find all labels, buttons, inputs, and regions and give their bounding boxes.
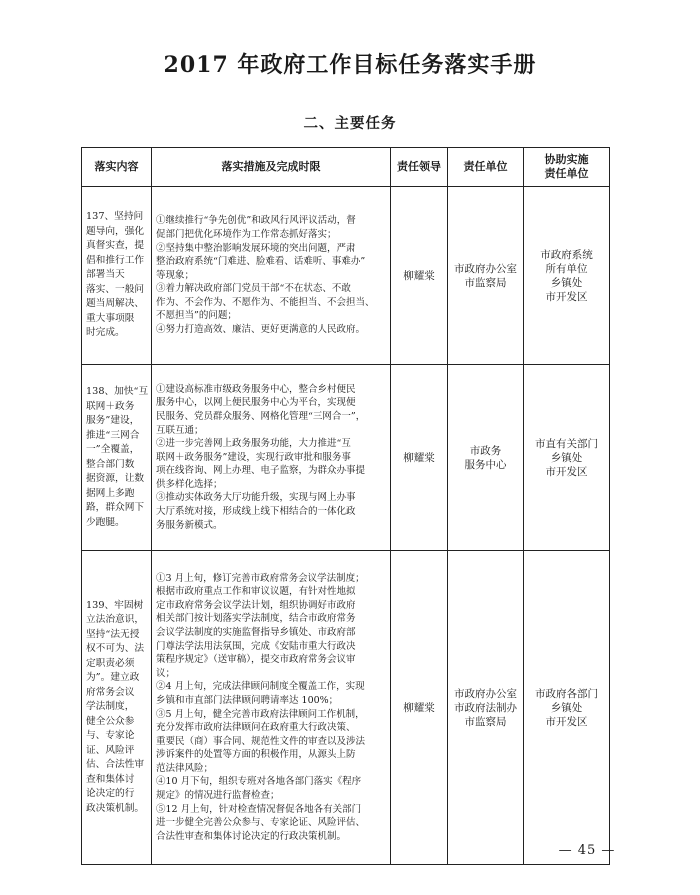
task-content-cell xyxy=(82,551,152,865)
task-measures-cell xyxy=(152,365,391,551)
section-heading: 二、主要任务 xyxy=(303,115,397,132)
text-line: 服务中心 xyxy=(464,458,507,471)
text-line: 府常务会议 xyxy=(86,686,135,698)
task-unit-cell xyxy=(448,551,524,865)
text-line: 估、合法性审 xyxy=(86,759,145,771)
table-row xyxy=(82,551,610,865)
page-number: — 45 — xyxy=(558,843,616,858)
text-line: ①建设高标准市级政务服务中心，整合乡村便民 xyxy=(156,383,356,395)
text-line: 定职责必须 xyxy=(86,657,135,669)
text-line: 政决策机制。 xyxy=(86,802,145,814)
text-line: 整治政府系统“门难进、脸难看、话难听、事难办” xyxy=(156,256,366,268)
task-leader-cell xyxy=(391,365,448,551)
text-line: 路，群众网下 xyxy=(86,502,145,513)
text-line: 落实、一般问 xyxy=(86,283,145,295)
text-line: 等现象； xyxy=(156,269,195,281)
text-line: 市政府办公室 xyxy=(454,687,517,700)
text-line: 大厅系统对接，形成线上线下相结合的一体化政 xyxy=(156,506,356,518)
text-line: 乡镇处 xyxy=(550,701,583,714)
text-line: 项在线咨询、网上办理、电子监察，为群众办事提 xyxy=(156,465,366,477)
text-line: 市监察局 xyxy=(464,276,507,289)
text-line: 据资源，让数 xyxy=(86,473,145,484)
task-measures-cell xyxy=(152,551,391,865)
text-line: 市政府法制办 xyxy=(454,701,517,714)
text-line: 根据市政府重点工作和审议议题，有针对性地拟 xyxy=(156,586,356,598)
text-line: 市政府系统 xyxy=(540,248,593,261)
text-line: 整合部门数 xyxy=(86,458,135,470)
table-row xyxy=(82,187,610,365)
text-line: 规定》的情况进行监督检查； xyxy=(156,790,280,802)
text-line: 坚持“法无授 xyxy=(86,628,140,640)
text-line: 范法律风险； xyxy=(156,762,214,774)
text-line: 落实措施及完成时限 xyxy=(221,160,321,173)
task-assist-cell xyxy=(524,365,610,551)
text-line: 供多样化选择； xyxy=(156,478,223,490)
text-line: 重大事项限 xyxy=(86,312,135,324)
task-assist-cell xyxy=(524,187,610,365)
text-line: ④努力打造高效、廉洁、更好更满意的人民政府。 xyxy=(156,324,366,336)
text-line: 乡镇处 xyxy=(550,451,583,464)
text-line: 市政务 xyxy=(469,444,502,457)
text-line: 市直有关部门 xyxy=(535,437,598,450)
task-leader-cell xyxy=(391,187,448,365)
task-measures-cell xyxy=(152,187,391,365)
text-line: 相关部门按计划落实学法制度，结合市政府常务 xyxy=(156,613,356,625)
text-line: 时完成。 xyxy=(86,327,125,339)
text-line: 联网＋政务服务”建设，实现行政审批和服务事 xyxy=(156,451,351,463)
text-line: 互联互通； xyxy=(156,424,204,436)
text-line: 权不可为、法 xyxy=(86,643,145,655)
header-leader xyxy=(391,148,448,187)
text-line: 为”。建立政 xyxy=(86,672,140,684)
task-unit-cell xyxy=(448,365,524,551)
text-line: 重要民（商）事合同、规范性文件的审查以及涉法 xyxy=(156,735,366,747)
text-line: 市监察局 xyxy=(464,715,507,728)
text-line: 责任单位 xyxy=(463,160,508,173)
text-line: 137、坚持问 xyxy=(86,211,144,223)
text-line: 真督实查，提 xyxy=(86,240,145,252)
text-line: 证、风险评 xyxy=(86,744,135,756)
task-table xyxy=(81,147,610,865)
text-line: 策程序规定》（送审稿），提交市政府常务会议审 xyxy=(156,654,356,666)
text-line: 一”全覆盖， xyxy=(86,444,140,455)
text-line: 柳耀棠 xyxy=(403,701,435,714)
task-leader-cell xyxy=(391,551,448,865)
text-line: 议； xyxy=(156,667,176,679)
header-unit xyxy=(448,148,524,187)
text-line: 落实内容 xyxy=(94,160,139,173)
task-content-cell xyxy=(82,365,152,551)
text-line: 作为、不会作为、不愿作为、不能担当、不会担当、 xyxy=(156,296,375,308)
text-line: 与、专家论 xyxy=(86,730,135,742)
text-line: 务服务新模式。 xyxy=(156,519,223,531)
text-line: 市政府办公室 xyxy=(454,262,517,275)
text-line: 涉诉案件的处置等方面的积极作用，从源头上防 xyxy=(156,749,356,761)
text-line: 倡和推行工作 xyxy=(86,254,145,266)
text-line: 题当周解决、 xyxy=(86,298,145,310)
text-line: ④10 月下旬，组织专班对各地各部门落实《程序 xyxy=(156,776,362,788)
text-line: ②4 月上旬，完成法律顾问制度全覆盖工作，实现 xyxy=(156,681,365,693)
header-assist xyxy=(524,148,610,187)
text-line: 所有单位 xyxy=(545,262,588,275)
task-content-cell xyxy=(82,187,152,365)
text-line: ③推动实体政务大厅功能升级，实现与网上办事 xyxy=(156,492,356,504)
text-line: 乡镇处 xyxy=(550,276,583,289)
text-line: 不愿担当”的问题； xyxy=(156,310,237,322)
text-line: 促部门把优化环境作为工作常态抓好落实； xyxy=(156,228,337,240)
text-line: 服务”建设， xyxy=(86,415,140,426)
text-line: 推进“三网合 xyxy=(86,429,140,441)
text-line: 立法治意识， xyxy=(86,614,145,626)
text-line: 学法制度， xyxy=(86,701,135,713)
text-line: ②进一步完善网上政务服务功能，大力推进“互 xyxy=(156,438,351,450)
text-line: 定市政府常务会议学法计划，组织协调好市政府 xyxy=(156,599,356,611)
text-line: 市政府各部门 xyxy=(535,687,598,700)
text-line: ③5 月上旬，健全完善市政府法律顾问工作机制， xyxy=(156,708,365,720)
task-assist-cell xyxy=(524,551,610,865)
text-line: ②坚持集中整治影响发展环境的突出问题，严肃 xyxy=(156,242,356,254)
task-unit-cell xyxy=(448,187,524,365)
text-line: 138、加快“互 xyxy=(86,386,149,397)
text-line: 责任领导 xyxy=(397,160,441,173)
text-line: 会议学法制度的实施监督指导乡镇处、市政府部 xyxy=(156,626,356,638)
text-line: ①继续推行“争先创优”和政风行风评议活动，督 xyxy=(156,215,356,227)
text-line: 合法性审查和集体讨论决定的行政决策机制。 xyxy=(156,830,347,842)
text-line: ①3 月上旬，修订完善市政府常务会议学法制度； xyxy=(156,572,365,584)
text-line: 查和集体讨 xyxy=(86,773,135,785)
text-line: 少跑腿。 xyxy=(86,516,125,528)
text-line: 市开发区 xyxy=(545,715,588,728)
text-line: 服务中心，以网上便民服务中心为平台，实现便 xyxy=(156,397,356,409)
document-title: 2017 年政府工作目标任务落实手册 xyxy=(163,52,537,78)
header-measures xyxy=(152,148,391,187)
text-line: 部署当天 xyxy=(86,269,125,281)
text-line: 联网＋政务 xyxy=(86,400,135,412)
text-line: 乡镇和市直部门法律顾问聘请率达 100%； xyxy=(156,694,339,706)
text-line: 柳耀棠 xyxy=(403,451,435,464)
text-line: 市开发区 xyxy=(545,290,588,303)
text-line: ⑤12 月上旬，针对检查情况督促各地各有关部门 xyxy=(156,803,362,815)
text-line: 门尊法学法用法氛围，完成《安陆市重大行政决 xyxy=(156,640,356,652)
header-content xyxy=(82,148,152,187)
text-line: 据网上多跑 xyxy=(86,487,135,499)
text-line: 题导向，强化 xyxy=(86,225,145,237)
text-line: 健全公众参 xyxy=(86,715,135,727)
text-line: 民服务、党员群众服务、网格化管理“三网合一”， xyxy=(156,410,366,422)
table-header-row xyxy=(82,148,610,187)
text-line: 充分发挥市政府法律顾问在政府重大行政决策、 xyxy=(156,722,356,734)
text-line: ③着力解决政府部门党员干部“不在状态、不敢 xyxy=(156,283,351,295)
text-line: 柳耀棠 xyxy=(403,269,435,282)
text-line: 论决定的行 xyxy=(86,788,135,800)
text-line: 责任单位 xyxy=(544,167,589,180)
text-line: 协助实施 xyxy=(544,153,589,166)
table-row xyxy=(82,365,610,551)
text-line: 市开发区 xyxy=(545,465,588,478)
text-line: 139、牢固树 xyxy=(86,599,144,611)
text-line: 进一步健全完善公众参与、专家论证、风险评估、 xyxy=(156,817,366,829)
